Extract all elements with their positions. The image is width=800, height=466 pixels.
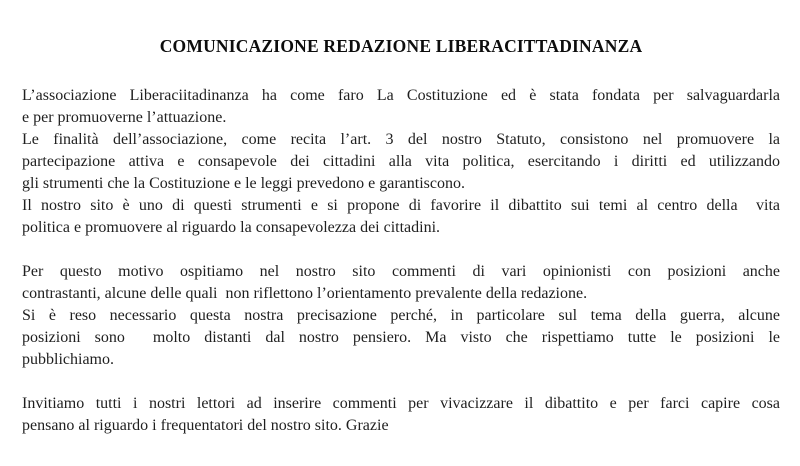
text-line: partecipazione attiva e consapevole dei cittadini alla vita politica, esercitando i diritti ed utilizzando: [22, 153, 780, 170]
paragraph: [22, 305, 780, 371]
text-line: pubblichiamo.: [22, 351, 114, 368]
text-line: Il nostro sito è uno di questi strumenti e si propone di favorire il dibattito sui temi al centro della vita: [22, 197, 780, 214]
paragraph-spacer: [22, 371, 780, 393]
text-line: e per promuoverne l’attuazione.: [22, 109, 227, 126]
text-line: Le finalità dell’associazione, come recita l’art. 3 del nostro Statuto, consistono nel promuovere la: [22, 131, 780, 148]
text-line: gli strumenti che la Costituzione e le leggi prevedono e garantiscono.: [22, 175, 465, 192]
paragraph: [22, 195, 780, 239]
paragraph: [22, 85, 780, 129]
paragraph: [22, 129, 780, 195]
text-line: Invitiamo tutti i nostri lettori ad inserire commenti per vivacizzare il dibattito e per farci capire cosa: [22, 395, 780, 412]
text-line: Per questo motivo ospitiamo nel nostro sito commenti di vari opinionisti con posizioni anche: [22, 263, 780, 280]
text-line: pensano al riguardo i frequentatori del nostro sito. Grazie: [22, 417, 389, 434]
text-line: contrastanti, alcune delle quali non riflettono l’orientamento prevalente della redazione.: [22, 285, 588, 302]
document-title: COMUNICAZIONE REDAZIONE LIBERACITTADINANZA: [159, 36, 643, 56]
text-line: posizioni sono molto distanti dal nostro pensiero. Ma visto che rispettiamo tutte le posizioni le: [22, 329, 780, 346]
text-line: Si è reso necessario questa nostra precisazione perché, in particolare sul tema della guerra, alcune: [22, 307, 780, 324]
paragraph: [22, 261, 780, 305]
text-line: L’associazione Liberaciitadinanza ha come faro La Costituzione ed è stata fondata per salvaguardarla: [22, 87, 780, 104]
paragraph: [22, 393, 780, 437]
text-line: politica e promuovere al riguardo la consapevolezza dei cittadini.: [22, 219, 441, 236]
paragraph-spacer: [22, 239, 780, 261]
